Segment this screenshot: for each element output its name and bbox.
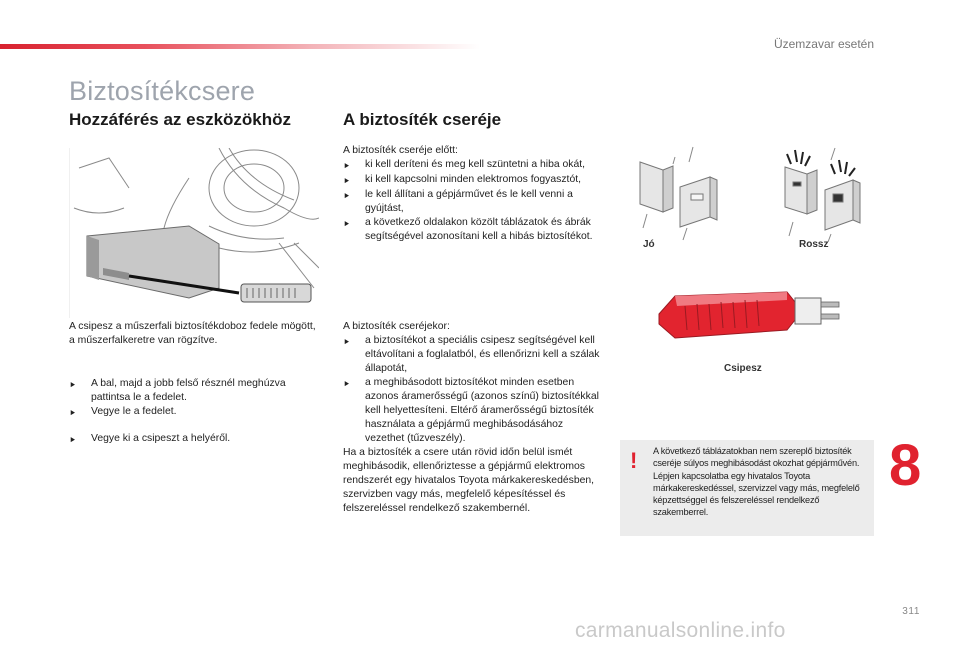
bullet-arrow-icon: ⯈ [69,435,77,445]
list-item: ⯈ ki kell deríteni és meg kell szüntetni a hiba okát, [343,159,586,171]
list-item: ⯈ a biztosítékot a speciális csipesz segítségével kell eltávolítani a foglalatból, és ellenőrizni kell a szálak állapotát, [343,335,600,374]
caption-puller: Csipesz [724,363,762,374]
bullet-arrow-icon: ⯈ [69,380,77,390]
page-number: 311 [902,606,920,617]
top-accent-bar [0,44,480,49]
bullet-arrow-icon: ⯈ [69,408,77,418]
dashboard-fusebox-illustration [69,148,319,318]
during-replacement-block: A biztosíték cseréjekor: ⯈ a biztosítékot a speciális csipesz segítségével kell eltávolítani a foglalatból, és ellenőrizni kell a szálak állapotát, ⯈ a meghibásodott biztosítékot minden esetben azonos áramerősségű (azonos színű) biztosítékkal kell helyettesíteni. Eltérő áramerősségű biztosíték használata a gépjármű meghibásodásához vezethet (tűzveszély). Ha a biztosíték a csere után rövid időn belül ismét meghibásodik, ellenőriztesse a gépjármű elektromos rendszerét egy hivatalos Toyota márkakereskedésben, szervizben vagy más, megfelelő képesítéssel és felszereléssel rendelkező szakembernél. [343,321,600,514]
list-item: ⯈ a következő oldalakon közölt táblázatok és ábrák segítségével azonosítani kell a hibás biztosítékot. [343,217,593,242]
list-item: ⯈ le kell állítani a gépjárművet és le kell venni a gyújtást, [343,189,573,214]
left-bullets-a [69,377,319,420]
list-item: ⯈ A bal, majd a jobb felső résznél meghúzva pattintsa le a fedelet. [69,378,286,403]
watermark: carmanualsonline.info [575,619,786,642]
list-item: ⯈ Vegye le a fedelet. [69,406,177,418]
caption-bad-fuse: Rossz [799,239,829,250]
fuse-comparison-illustration [625,142,875,242]
list-item: ⯈ Vegye ki a csipeszt a helyéről. [69,433,231,445]
bullet-arrow-icon: ⯈ [343,176,351,186]
section-heading-access: Hozzáférés az eszközökhöz [69,110,292,129]
bullet-arrow-icon: ⯈ [343,191,351,201]
section-heading-replacement: A biztosíték cseréje [343,110,502,129]
closing-paragraph: Ha a biztosíték a csere után rövid időn belül ismét meghibásodik, ellenőriztesse a gépjármű elektromos rendszerét egy hivatalos Toyota márkakereskedésben, szervizben vagy más, megfelelő képesítéssel és felszereléssel rendelkező szakembernél. [343,447,595,514]
bullet-arrow-icon: ⯈ [343,219,351,229]
warning-exclamation-icon: ! [630,448,638,473]
list-item: ⯈ ki kell kapcsolni minden elektromos fogyasztót, [343,174,581,186]
bullet-arrow-icon: ⯈ [343,337,351,347]
good-fuse-icon [640,162,717,227]
before-replacement-block: A biztosíték cseréje előtt: ⯈ ki kell deríteni és meg kell szüntetni a hiba okát, ⯈ ki kell kapcsolni minden elektromos fogyasztót, ⯈ le kell állítani a gépjárművet és le kell venni a gyújtást, ⯈ a következő oldalakon közölt táblázatok és ábrák segítségével azonosítani kell a hibás biztosítékot. [343,144,598,244]
chapter-number: 8 [889,433,922,498]
left-paragraph: A csipesz a műszerfali biztosítékdoboz fedele mögött, a műszerfalkeretre van rögzítve. [69,321,316,346]
left-bullets-b [69,432,319,447]
puller-detail [241,284,311,302]
warning-box [620,440,874,536]
caption-good-fuse: Jó [643,239,655,250]
bad-fuse-icon [785,167,860,230]
bullet-arrow-icon: ⯈ [343,379,351,389]
fuse-puller-illustration [655,284,845,344]
list-item: ⯈ a meghibásodott biztosítékot minden esetben azonos áramerősségű (azonos színű) biztosítékkal kell helyettesíteni. Eltérő áramerősségű biztosíték használata a gépjármű meghibásodásához vezethet (tűzveszély). [343,377,599,444]
chapter-title: Üzemzavar esetén [773,37,874,51]
page-title: Biztosítékcsere [69,76,256,106]
bullet-arrow-icon: ⯈ [343,161,351,171]
warning-text: A következő táblázatokban nem szereplő biztosíték cseréje súlyos meghibásodást okozhat gépjárművén. Lépjen kapcsolatba egy hivatalos Toyota márkakereskedéssel, szervizzel vagy más, megfelelő képzettséggel és felszereléssel rendelkező szakemberrel. [653,446,860,518]
